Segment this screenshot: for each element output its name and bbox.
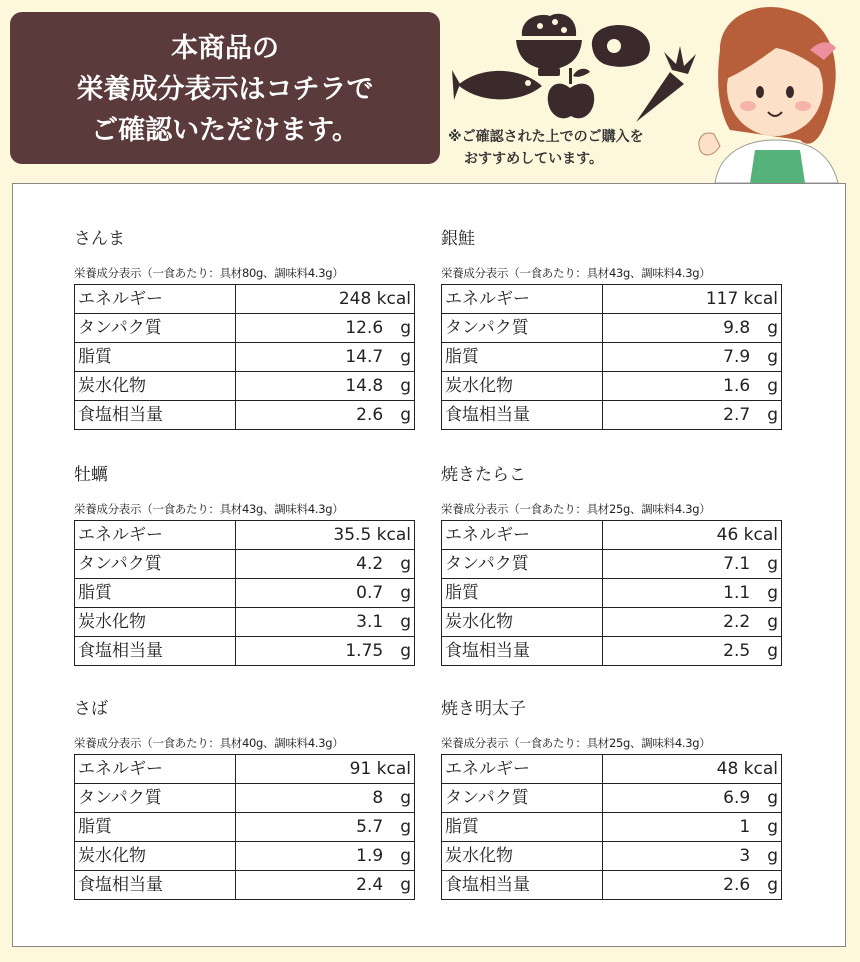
nutrient-label: エネルギー: [75, 755, 236, 784]
table-row: [442, 813, 782, 842]
table-row: [442, 314, 782, 343]
table-row: [75, 285, 415, 314]
table-row: [75, 813, 415, 842]
product-name: 牡蠣: [74, 465, 108, 485]
nutrient-label: 脂質: [442, 343, 603, 372]
nutrient-value: 117 kcal: [602, 285, 781, 314]
table-row: [442, 608, 782, 637]
nutrient-label: タンパク質: [75, 784, 236, 813]
table-row: [442, 579, 782, 608]
nutrient-value: 2.2 g: [602, 608, 781, 637]
nutrient-value: 6.9 g: [602, 784, 781, 813]
nutrient-value: 9.8 g: [602, 314, 781, 343]
nutrient-value: 35.5 kcal: [235, 521, 414, 550]
nutrient-label: タンパク質: [442, 314, 603, 343]
nutrient-label: 脂質: [75, 579, 236, 608]
nutrient-value: 248 kcal: [235, 285, 414, 314]
nutrient-value: 0.7 g: [235, 579, 414, 608]
table-row: [75, 842, 415, 871]
staff-illustration: [690, 0, 860, 183]
nutrient-label: タンパク質: [442, 550, 603, 579]
product-name: さば: [74, 699, 108, 719]
table-row: [75, 784, 415, 813]
nutrient-label: 食塩相当量: [442, 401, 603, 430]
nutrient-label: エネルギー: [442, 755, 603, 784]
nutrient-value: 5.7 g: [235, 813, 414, 842]
serving-caption: 栄養成分表示（一食あたり：具材80g、調味料4.3g）: [74, 266, 344, 280]
nutrient-label: エネルギー: [442, 285, 603, 314]
nutrient-label: 食塩相当量: [75, 401, 236, 430]
food-icons: [450, 8, 700, 126]
meat-icon: [592, 25, 650, 67]
nutrient-label: 食塩相当量: [442, 637, 603, 666]
banner-line-3: ご確認いただけます。: [91, 115, 359, 146]
table-row: [442, 521, 782, 550]
table-row: [442, 343, 782, 372]
note-line-2: おすすめしています。: [464, 151, 604, 167]
table-row: [442, 755, 782, 784]
nutrient-label: 炭水化物: [75, 372, 236, 401]
nutrition-block: [441, 698, 782, 900]
nutrient-label: 炭水化物: [442, 608, 603, 637]
nutrient-value: 7.1 g: [602, 550, 781, 579]
nutrient-value: 2.5 g: [602, 637, 781, 666]
nutrient-label: 炭水化物: [75, 842, 236, 871]
nutrient-label: エネルギー: [75, 285, 236, 314]
table-row: [75, 637, 415, 666]
nutrient-value: 14.8 g: [235, 372, 414, 401]
table-row: [75, 521, 415, 550]
product-name: 銀鮭: [441, 229, 475, 249]
product-name: 焼き明太子: [441, 699, 526, 719]
nutrition-table: [74, 754, 415, 900]
table-row: [75, 755, 415, 784]
nutrient-value: 14.7 g: [235, 343, 414, 372]
nutrient-value: 1 g: [602, 813, 781, 842]
nutrient-label: 炭水化物: [442, 372, 603, 401]
nutrition-block: [441, 464, 782, 666]
serving-caption: 栄養成分表示（一食あたり：具材40g、調味料4.3g）: [74, 736, 344, 750]
nutrition-block: [74, 464, 415, 666]
serving-caption: 栄養成分表示（一食あたり：具材25g、調味料4.3g）: [441, 502, 711, 516]
product-name: さんま: [74, 229, 125, 249]
table-row: [442, 784, 782, 813]
nutrition-table: [441, 754, 782, 900]
nutrient-value: 2.6 g: [235, 401, 414, 430]
serving-caption: 栄養成分表示（一食あたり：具材25g、調味料4.3g）: [441, 736, 711, 750]
table-row: [75, 343, 415, 372]
header-banner: [10, 12, 440, 164]
table-row: [75, 550, 415, 579]
nutrition-table: [441, 520, 782, 666]
nutrient-value: 3 g: [602, 842, 781, 871]
table-row: [75, 608, 415, 637]
nutrient-value: 3.1 g: [235, 608, 414, 637]
nutrient-label: エネルギー: [75, 521, 236, 550]
nutrient-value: 7.9 g: [602, 343, 781, 372]
purchase-note: [448, 126, 644, 170]
nutrient-value: 48 kcal: [602, 755, 781, 784]
table-row: [75, 372, 415, 401]
nutrient-value: 4.2 g: [235, 550, 414, 579]
nutrient-label: タンパク質: [442, 784, 603, 813]
banner-line-1: 本商品の: [171, 33, 279, 64]
nutrient-label: 脂質: [75, 343, 236, 372]
nutrient-label: タンパク質: [75, 314, 236, 343]
nutrition-panel: [12, 183, 846, 947]
table-row: [442, 871, 782, 900]
table-row: [75, 579, 415, 608]
table-row: [442, 285, 782, 314]
table-row: [75, 871, 415, 900]
serving-caption: 栄養成分表示（一食あたり：具材43g、調味料4.3g）: [441, 266, 711, 280]
nutrient-value: 1.9 g: [235, 842, 414, 871]
nutrient-value: 91 kcal: [235, 755, 414, 784]
nutrient-value: 1.75 g: [235, 637, 414, 666]
table-row: [75, 314, 415, 343]
note-line-1: ※ご確認された上でのご購入を: [448, 129, 644, 145]
nutrition-table: [74, 520, 415, 666]
nutrient-label: 脂質: [442, 579, 603, 608]
nutrient-label: エネルギー: [442, 521, 603, 550]
nutrition-table: [441, 284, 782, 430]
nutrient-label: 脂質: [75, 813, 236, 842]
nutrient-label: 脂質: [442, 813, 603, 842]
nutrient-value: 2.6 g: [602, 871, 781, 900]
table-row: [442, 637, 782, 666]
banner-line-2: 栄養成分表示はコチラで: [76, 74, 374, 105]
nutrient-value: 12.6 g: [235, 314, 414, 343]
apron: [750, 150, 805, 183]
nutrition-block: [74, 698, 415, 900]
table-row: [75, 401, 415, 430]
nutrient-value: 8 g: [235, 784, 414, 813]
fish-icon: [452, 70, 542, 100]
table-row: [442, 842, 782, 871]
table-row: [442, 372, 782, 401]
nutrient-value: 46 kcal: [602, 521, 781, 550]
nutrient-value: 2.4 g: [235, 871, 414, 900]
table-row: [442, 550, 782, 579]
nutrient-value: 2.7 g: [602, 401, 781, 430]
table-row: [442, 401, 782, 430]
hand: [699, 133, 720, 155]
nutrient-label: 炭水化物: [75, 608, 236, 637]
nutrient-label: 食塩相当量: [442, 871, 603, 900]
nutrient-label: 食塩相当量: [75, 871, 236, 900]
nutrition-block: [74, 228, 415, 430]
product-name: 焼きたらこ: [441, 465, 526, 485]
nutrition-table: [74, 284, 415, 430]
serving-caption: 栄養成分表示（一食あたり：具材43g、調味料4.3g）: [74, 502, 344, 516]
nutrient-value: 1.1 g: [602, 579, 781, 608]
nutrient-label: タンパク質: [75, 550, 236, 579]
nutrient-value: 1.6 g: [602, 372, 781, 401]
nutrition-block: [441, 228, 782, 430]
nutrient-label: 炭水化物: [442, 842, 603, 871]
nutrient-label: 食塩相当量: [75, 637, 236, 666]
rice-bowl-icon: [516, 14, 582, 76]
